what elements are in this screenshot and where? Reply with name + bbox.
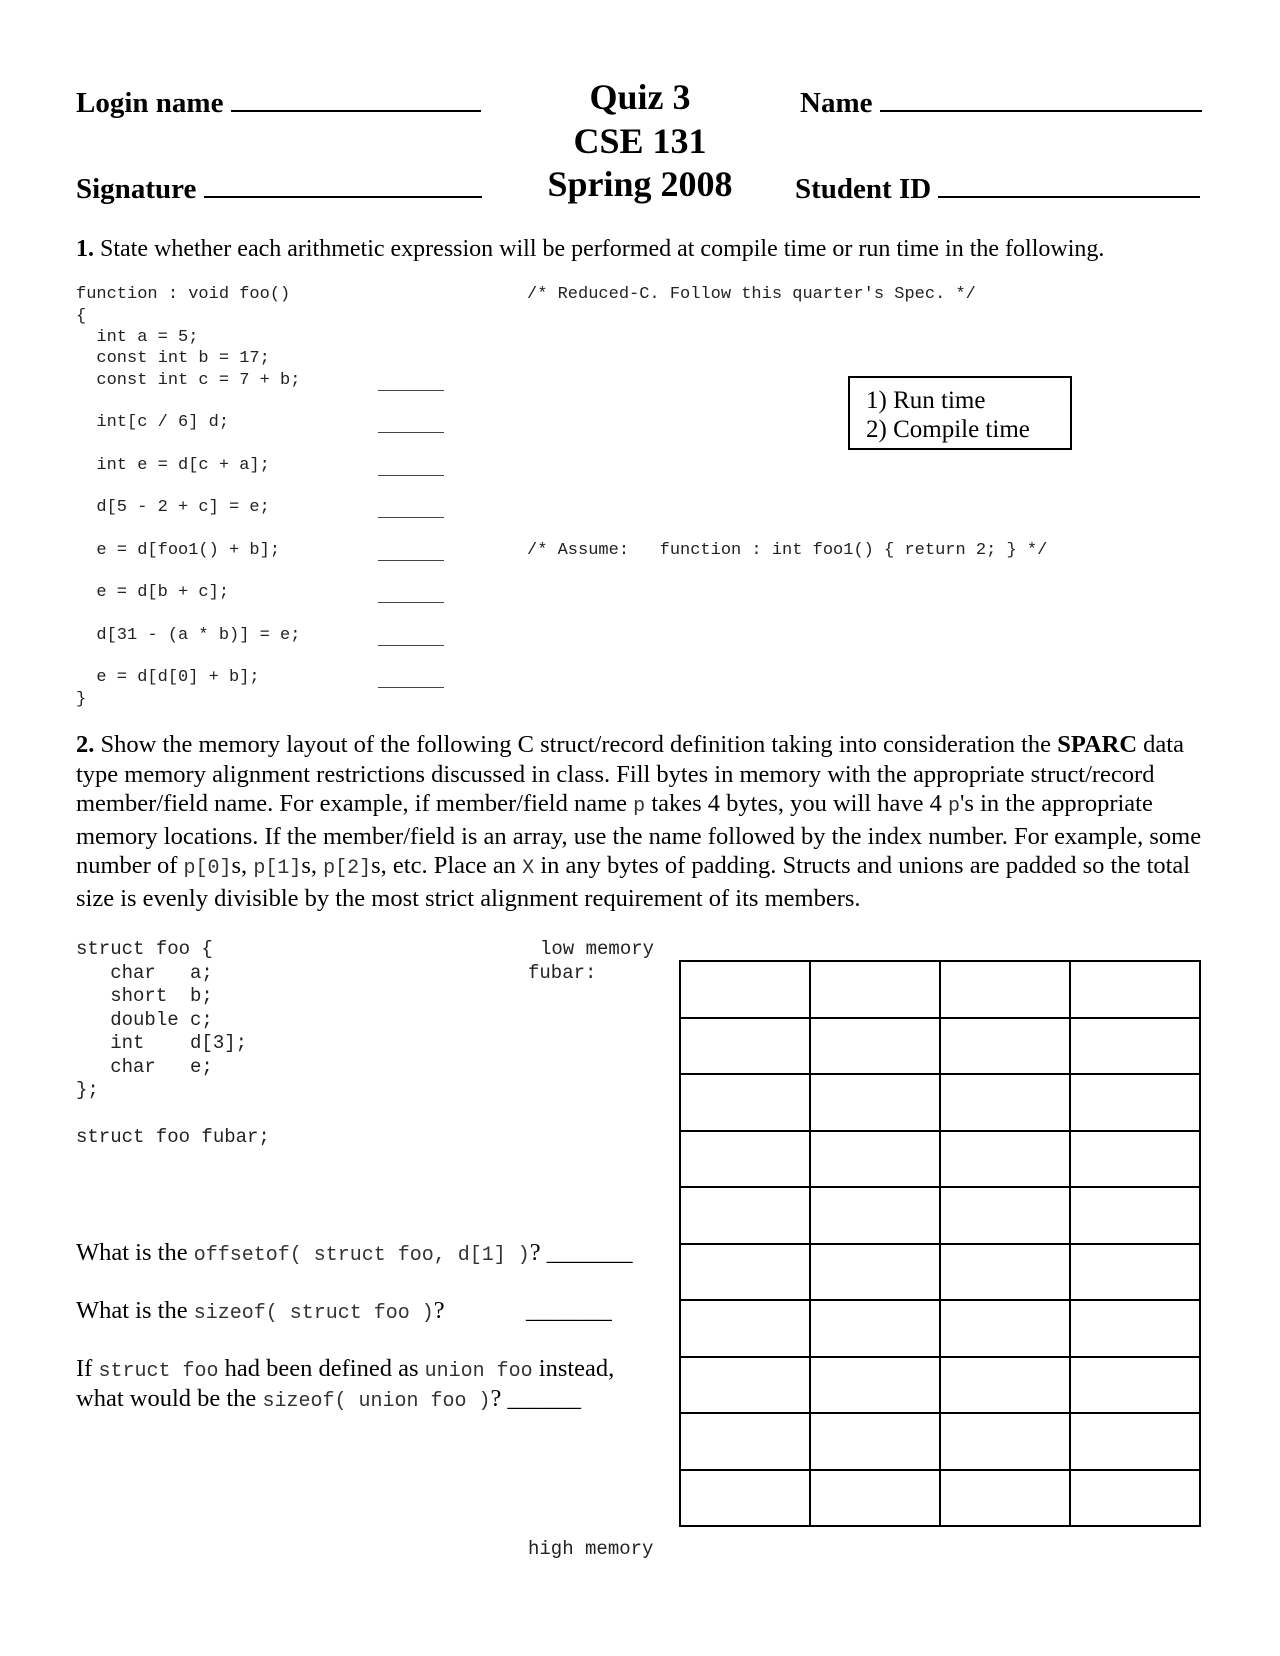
sizeof-question xyxy=(76,1296,445,1329)
memory-cell[interactable] xyxy=(811,1188,941,1245)
q1-code-line: { xyxy=(76,307,87,326)
memory-cell[interactable] xyxy=(681,1245,811,1302)
answer-blank[interactable] xyxy=(378,560,444,561)
memory-cell[interactable] xyxy=(681,962,811,1019)
memory-cell[interactable] xyxy=(941,1358,1071,1415)
memory-cell[interactable] xyxy=(941,1132,1071,1189)
sizeof-answer-blank[interactable]: _______ xyxy=(526,1297,612,1324)
q-code: union foo xyxy=(424,1360,533,1383)
struct-line: short b; xyxy=(76,985,213,1007)
answer-blank[interactable] xyxy=(378,475,444,476)
q2-text: 's in the appropriate memory locations. If the member/field is an array, use the name followed by the index number. For example, some number of xyxy=(76,790,1202,880)
q1-code-line: const int c = 7 + b; xyxy=(76,371,301,390)
memory-cell[interactable] xyxy=(681,1188,811,1245)
q-text: ? xyxy=(433,1297,445,1324)
memory-cell[interactable] xyxy=(681,1358,811,1415)
q1-code-line: int[c / 6] d; xyxy=(76,413,230,432)
memory-cell[interactable] xyxy=(941,1075,1071,1132)
course-title: CSE 131 xyxy=(573,121,707,161)
q2-sparc: SPARC xyxy=(1057,731,1138,758)
signature-field[interactable] xyxy=(204,170,482,198)
memory-cell[interactable] xyxy=(811,1075,941,1132)
struct-definition xyxy=(76,938,270,1150)
memory-cell[interactable] xyxy=(941,1188,1071,1245)
q-code: struct foo xyxy=(98,1360,219,1383)
memory-cell[interactable] xyxy=(941,1301,1071,1358)
q2-text: Show the memory layout of the following C struct/record definition taking into consideration the xyxy=(100,731,1058,758)
answer-legend xyxy=(848,376,1072,450)
q-code: offsetof( struct foo, d[1] ) xyxy=(193,1244,530,1267)
memory-cell[interactable] xyxy=(811,1245,941,1302)
struct-line xyxy=(76,1103,270,1127)
term-title: Spring 2008 xyxy=(547,164,733,204)
memory-cell[interactable] xyxy=(1071,1019,1201,1076)
high-memory-label: high memory xyxy=(528,1538,654,1560)
q2-text: in any bytes of padding. Structs and unions are padded so the total size is evenly divisible by the most strict alignment requirement of its members. xyxy=(76,852,1191,912)
q1-code-line: const int b = 17; xyxy=(76,349,270,368)
q-text: instead, xyxy=(532,1355,615,1382)
q1-code-line: d[31 - (a * b)] = e; xyxy=(76,626,301,645)
answer-blank[interactable] xyxy=(378,602,444,603)
name-row xyxy=(800,84,1202,120)
low-memory-label: low memory xyxy=(540,938,655,960)
q2-code: X xyxy=(522,857,535,881)
struct-line: char a; xyxy=(76,961,213,984)
memory-cell[interactable] xyxy=(941,1019,1071,1076)
struct-line: }; xyxy=(76,1079,99,1101)
memory-cell[interactable] xyxy=(681,1301,811,1358)
signature-label: Signature xyxy=(76,173,197,205)
q-code: sizeof( struct foo ) xyxy=(193,1302,434,1325)
q-code: sizeof( union foo ) xyxy=(262,1390,491,1413)
memory-cell[interactable] xyxy=(1071,1358,1201,1415)
question-1-text: State whether each arithmetic expression will be performed at compile time or run time in the following. xyxy=(100,236,1105,262)
q1-code-line: int a = 5; xyxy=(76,328,199,347)
q2-code: p[0] xyxy=(183,857,232,881)
login-name-label: Login name xyxy=(76,87,224,119)
q2-text: data type memory alignment restrictions discussed in class. Fill bytes in memory with the appropriate struct/record member/field name. For example, if member/field name xyxy=(76,731,1184,818)
q2-code: p[1] xyxy=(253,857,302,881)
q2-text: s, etc. Place an xyxy=(371,852,523,880)
q-text: ? ______ xyxy=(490,1385,581,1412)
q-text: If xyxy=(76,1355,99,1382)
question-1-number: 1. xyxy=(76,236,94,262)
legend-run-time: 1) Run time xyxy=(866,387,986,414)
union-question-line-2 xyxy=(76,1384,581,1417)
signature-row xyxy=(76,170,482,206)
struct-line: int d[3]; xyxy=(76,1032,248,1054)
q1-code-line: e = d[foo1() + b]; xyxy=(76,541,281,560)
q2-code: p[2] xyxy=(323,857,372,881)
memory-cell[interactable] xyxy=(1071,1075,1201,1132)
q1-code-line: } xyxy=(76,690,87,709)
memory-cell[interactable] xyxy=(811,1471,941,1528)
spec-comment: /* Reduced-C. Follow this quarter's Spec. */ xyxy=(527,285,976,304)
answer-blank[interactable] xyxy=(378,645,444,646)
memory-cell[interactable] xyxy=(1071,962,1201,1019)
q1-code-line: d[5 - 2 + c] = e; xyxy=(76,498,270,517)
q2-text: takes 4 bytes, you will have 4 xyxy=(645,790,948,818)
memory-cell[interactable] xyxy=(681,1414,811,1471)
memory-cell[interactable] xyxy=(681,1075,811,1132)
login-name-field[interactable] xyxy=(231,84,481,112)
student-id-row xyxy=(795,170,1200,206)
q-text: what would be the xyxy=(76,1385,263,1412)
q2-text: s, xyxy=(301,852,324,880)
quiz-title: Quiz 3 xyxy=(589,77,691,117)
memory-cell[interactable] xyxy=(811,1358,941,1415)
memory-cell[interactable] xyxy=(941,1414,1071,1471)
memory-cell[interactable] xyxy=(1071,1414,1201,1471)
memory-cell[interactable] xyxy=(681,1132,811,1189)
q-text: What is the xyxy=(76,1239,194,1266)
name-label: Name xyxy=(800,87,873,119)
memory-cell[interactable] xyxy=(811,1414,941,1471)
memory-layout-grid xyxy=(679,960,1201,1527)
q-text: had been defined as xyxy=(218,1355,425,1382)
answer-blank[interactable] xyxy=(378,390,444,391)
question-1-prompt xyxy=(76,234,1104,264)
q2-text: s, xyxy=(231,852,254,880)
q2-code: p xyxy=(633,795,646,819)
assume-comment: /* Assume: function : int foo1() { return 2; } */ xyxy=(527,541,1048,560)
memory-cell[interactable] xyxy=(811,962,941,1019)
struct-line: struct foo { xyxy=(76,938,213,960)
memory-cell[interactable] xyxy=(1071,1301,1201,1358)
answer-blank[interactable] xyxy=(378,687,444,688)
struct-line: struct foo fubar; xyxy=(76,1126,270,1148)
memory-cell[interactable] xyxy=(941,962,1071,1019)
memory-cell[interactable] xyxy=(1071,1245,1201,1302)
q2-code: p xyxy=(947,795,960,819)
q1-code-line: e = d[b + c]; xyxy=(76,583,230,602)
student-id-label: Student ID xyxy=(795,173,932,205)
answer-blank[interactable] xyxy=(378,517,444,518)
memory-cell[interactable] xyxy=(941,1245,1071,1302)
login-name-row xyxy=(76,84,481,120)
q1-code-line: function : void foo() xyxy=(76,285,291,304)
question-2-number: 2. xyxy=(76,731,95,758)
legend-compile-time: 2) Compile time xyxy=(866,416,1030,443)
memory-cell[interactable] xyxy=(1071,1188,1201,1245)
memory-cell[interactable] xyxy=(681,1019,811,1076)
memory-cell[interactable] xyxy=(811,1132,941,1189)
offsetof-question xyxy=(76,1238,633,1271)
fubar-label: fubar: xyxy=(528,962,597,984)
student-id-field[interactable] xyxy=(938,170,1200,198)
q1-code-line: int e = d[c + a]; xyxy=(76,456,270,475)
answer-blank[interactable] xyxy=(378,432,444,433)
q1-code-line: e = d[d[0] + b]; xyxy=(76,668,260,687)
q-text: ? _______ xyxy=(529,1239,633,1266)
question-2-prompt xyxy=(76,730,1216,914)
q-text: What is the xyxy=(76,1297,194,1324)
struct-line: double c; xyxy=(76,1008,213,1031)
name-field[interactable] xyxy=(880,84,1202,112)
memory-cell[interactable] xyxy=(681,1471,811,1528)
memory-cell[interactable] xyxy=(811,1019,941,1076)
memory-cell[interactable] xyxy=(811,1301,941,1358)
memory-cell[interactable] xyxy=(1071,1471,1201,1528)
memory-cell[interactable] xyxy=(1071,1132,1201,1189)
union-question-line-1 xyxy=(76,1354,614,1387)
memory-cell[interactable] xyxy=(941,1471,1071,1528)
struct-line: char e; xyxy=(76,1055,213,1078)
